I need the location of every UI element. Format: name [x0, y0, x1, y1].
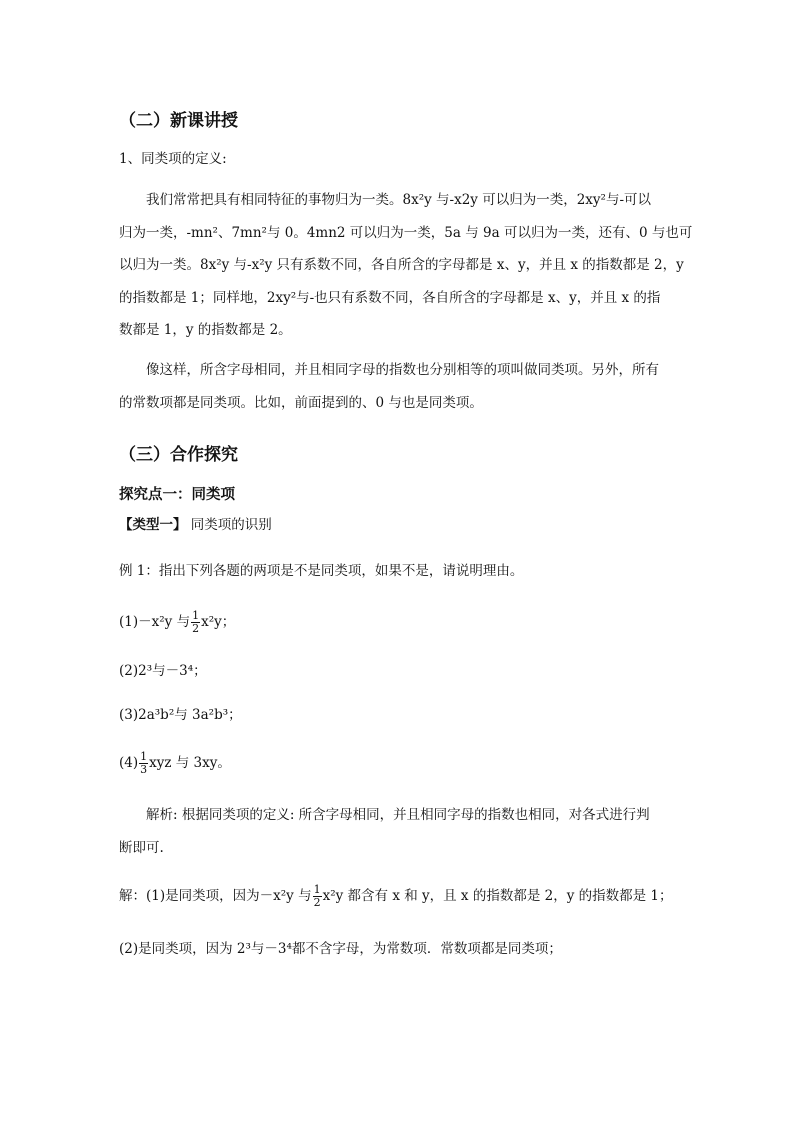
- example-item-1: [119, 607, 684, 637]
- solution-line-1: [119, 881, 684, 911]
- definition-paragraph: [119, 184, 693, 347]
- analysis-paragraph: [119, 799, 684, 864]
- concept-paragraph: [119, 354, 684, 419]
- example-item-2: (2)2³与－3⁴；: [119, 663, 207, 679]
- fraction-one-third: [139, 751, 148, 776]
- paragraph-line: 像这样，所含字母相同，并且相同字母的指数也分别相等的项叫做同类项。另外，所有: [146, 362, 659, 378]
- paragraph-line: 以归为一类。8x²y 与-x²y 只有系数不同，各自所含的字母都是 x、y，并且 x 的指数都是 2，y: [119, 257, 684, 273]
- item-text: xyz 与 3xy。: [149, 755, 231, 771]
- item-text: (1)－x²y 与: [119, 614, 191, 630]
- fraction-denominator: 2: [313, 896, 321, 909]
- type-text: 同类项的识别: [186, 517, 272, 533]
- definition-subtitle: 1、同类项的定义:: [119, 151, 227, 167]
- fraction-numerator: 1: [192, 609, 200, 622]
- paragraph-line: 数都是 1，y 的指数都是 2。: [119, 322, 292, 338]
- paragraph-line: 我们常常把具有相同特征的事物归为一类。8x²y 与-x2y 可以归为一类，2xy²与-可以: [146, 192, 652, 208]
- solution-line-2: (2)是同类项，因为 2³与－3⁴都不含字母，为常数项．常数项都是同类项；: [119, 941, 562, 957]
- paragraph-line: 的常数项都是同类项。比如，前面提到的、0 与也是同类项。: [119, 394, 483, 411]
- fraction-numerator: 1: [313, 883, 321, 896]
- fraction-one-half: [191, 610, 200, 635]
- example-prompt: 例 1：指出下列各题的两项是不是同类项，如果不是，请说明理由。: [119, 563, 524, 579]
- paragraph-line: 的指数都是 1；同样地，2xy²与-也只有系数不同，各自所含的字母都是 x、y，并且 x 的指: [119, 289, 661, 306]
- type-tag: 【类型一】: [119, 517, 187, 533]
- example-item-3: (3)2a³b²与 3a²b³；: [119, 707, 242, 723]
- item-text: (4): [119, 755, 139, 771]
- fraction-numerator: 1: [140, 750, 148, 763]
- example-item-4: [119, 748, 684, 778]
- solution-text: x²y 都含有 x 和 y，且 x 的指数都是 2，y 的指数都是 1；: [322, 888, 673, 904]
- type-line: [119, 516, 684, 534]
- fraction-one-half: [313, 884, 322, 909]
- section-title-new-lesson: （二）新课讲授: [119, 111, 238, 131]
- fraction-denominator: 3: [140, 763, 148, 776]
- item-text: x²y；: [201, 614, 236, 630]
- paragraph-line: 解析: 根据同类项的定义: 所含字母相同，并且相同字母的指数也相同，对各式进行判: [146, 807, 650, 823]
- explore-point-title: 探究点一：同类项: [119, 486, 235, 503]
- solution-text: 解：(1)是同类项，因为－x²y 与: [119, 888, 312, 904]
- fraction-denominator: 2: [192, 622, 200, 635]
- paragraph-line: 归为一类，-mn²、7mn²与 0。4mn2 可以归为一类，5a 与 9a 可以归为一类，还有、0 与也可: [119, 224, 693, 241]
- paragraph-line: 断即可.: [119, 839, 164, 856]
- section-title-cooperative: （三）合作探究: [119, 445, 238, 465]
